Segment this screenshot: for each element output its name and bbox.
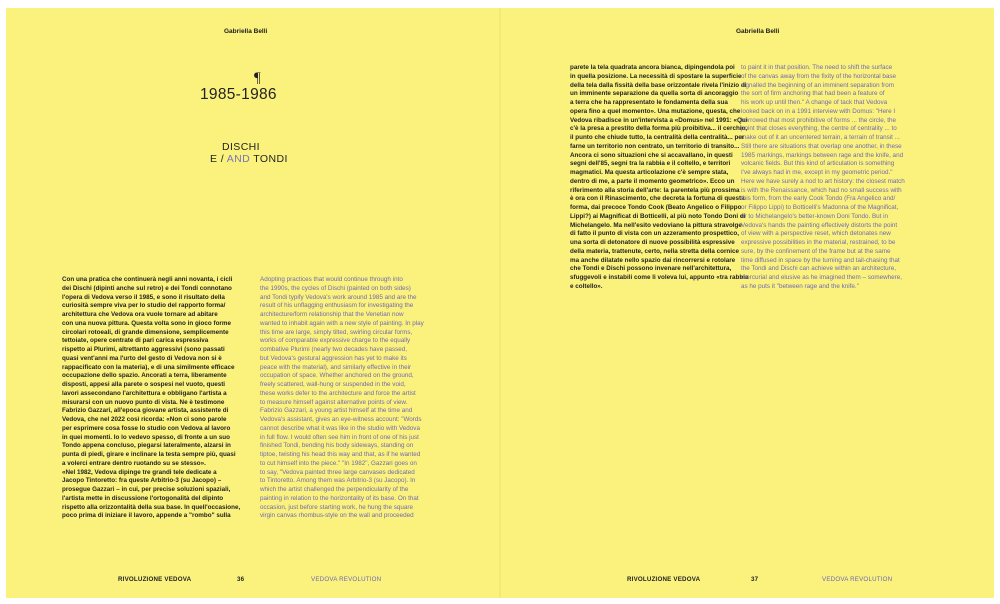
- book-spread: [6, 8, 994, 598]
- page-number: 36: [237, 576, 245, 583]
- title-and-english: AND: [226, 153, 251, 165]
- section-mark: ¶: [254, 70, 261, 86]
- page-number: 37: [751, 576, 759, 583]
- footer-title-english: VEDOVA REVOLUTION: [311, 576, 382, 583]
- running-head-author: Gabriella Belli: [736, 28, 780, 35]
- title-tondi: TONDI: [250, 153, 288, 165]
- footer-title-english: VEDOVA REVOLUTION: [822, 576, 893, 583]
- footer-title-italian: RIVOLUZIONE VEDOVA: [118, 576, 192, 583]
- body-text-italian: parete la tela quadrata ancora bianca, dipingendola poi in quella posizione. La necessità di spostare la superficie della tela dalla fissità della base orizzontale rivela l'inizio di un imminente separazione da quella sorta di ancoraggio a terra che ha rappresentato le fondamenta della sua opera fino a quel momento». Una mutazione, questa, che Vedova ribadisce in un'intervista a «Domus» nel 1991: «Qui c'è la presa a prestito della forma più proibitiva... il cerchio, il punto che chiude tutto, la centralità della centralità... per farne un territorio non centrato, un territorio di transito... Ancora ci sono situazioni che si accavallano, in questi segni dell'85, segni tra la rabbia e il coltello, e territori magmatici. Ma questa articolazione c'è sempre stata, dentro di me, a parte il momento geometrico». Ecco un riferimento alla storia dell'arte: la parentela più prossima è ora con il Rinascimento, che decreta la fortuna di questa forma, dai precoce Tondo Cook (Beato Angelico o Filippo Lippi?) ai Magnificat di Botticelli, al più noto Tondo Doni di Michelangelo. Ma nell'esito vedoviano la pittura stravolge di fatto il punto di vista con un azzeramento prospettico, una sorta di detonatore di nuove possibilità espressive della materia, trattenute, certo, nella stretta della cornice ma anche dilatate nello spazio dai rincorrersi e rotolare che Tondi e Dischi possono invenare nell'architettura, sfuggevoli e instabili come li voleva lui, appunto «tra rabbia e coltello».: [570, 64, 749, 290]
- running-head-author: Gabriella Belli: [224, 28, 268, 35]
- chapter-title-dischi: DISCHI: [222, 141, 260, 153]
- right-page: [500, 8, 994, 598]
- footer-title-italian: RIVOLUZIONE VEDOVA: [627, 576, 701, 583]
- body-text-italian: Con una pratica che continuerà negli anni novanta, i cicli dei Dischi (dipinti anche sul retro) e dei Tondi connotano l'opera di Vedova verso il 1985, e sono il risultato della curiosità sempre viva per lo studio del rapporto forma/ architettura che Vedova ora vuole tornare ad abitare con una nuova pittura. Questa volta sono in gioco forme circolari rotoeali, di grande dimensione, semplicemente tettoiate, opere centrate di pari carica espressiva rispetto ai Plurimi, altrettanto aggressivi (sono passati quasi vent'anni ma l'urto del gesto di Vedova non si è rappacificato con la materia), e di una similmente efficace occupazione dello spazio. Ancorati a terra, liberamente disposti, appesi alla parete o sospesi nel vuoto, questi lavori assecondano l'architettura e obbligano l'artista a misurarsi con un nuovo punto di vista. Ne è testimone Fabrizio Gazzari, all'epoca giovane artista, assistente di Vedova, che nel 2022 così ricorda: «Non ci sono parole per esprimere cosa fosse lo studio con Vedova al lavoro in quei momenti. Io lo vedevo spesso, di fronte a un suo Tondo appena concluso, piegarsi lateralmente, alzarsi in punta di piedi, girare e inclinare la testa sempre più, quasi a volerci entrare dentro ruotando su se stesso». «Nel 1982, Vedova dipinge tre grandi tele dedicate a Jacopo Tintoretto: fra queste Arbitrio-3 (su Jacopo) – prosegue Gazzari – in cui, per precise soluzioni spaziali, l'artista mette in discussione l'ortogonalità del dipinto rispetto alla orizzontalità della sua base. In quell'occasione, poco prima di iniziare il lavoro, appende a "rombo" sulla: [62, 276, 241, 520]
- chapter-years: 1985-1986: [200, 86, 277, 103]
- title-separator: E /: [210, 153, 227, 165]
- body-text-english: to paint it in that position. The need to shift the surface of the canvas away from the fixity of the horizontal base signalled the beginning of an imminent separation from the sort of firm anchoring that had been a feature of his work up until then." A change of tack that Vedova looked back on in a 1991 interview with Domus: "Here I borrowed that most prohibitive of forms ... the circle, the point that closes everything, the centre of centrality ... to make out of it an uncentered terrain, a terrain of transit ... Still there are situations that overlap one another, in these 1985 markings, markings between rage and the knife, and volcanic fields. But this kind of articulation is something I've always had in me, except in my geometric period." Here we have surely a nod to art history: the closest match is with the Renaissance, which had no small success with this form, from the early Cook Tondo (Fra Angelico and/ or Filippo Lippi) to Botticelli's Madonna of the Magnificat, or to Michelangelo's better-known Doni Tondo. But in Vedova's hands the painting effectively distorts the point of view with a perspective reset, which detonates new expressive possibilities in the material, restrained, to be sure, by the confinement of the frame but at the same time diffused in space by the turning and tail-chasing that the Tondi and Dischi can achieve within an architecture, mercurial and elusive as he imagined them – somewhere, as he puts it "between rage and the knife.": [741, 64, 905, 290]
- chapter-title-tondi: [210, 153, 288, 165]
- body-text-english: Adopting practices that would continue through into the 1990s, the cycles of Dischi (painted on both sides) and Tondi typify Vedova's work around 1985 and are the result of his unflagging enthusiasm for investigating the architecture/form relationship that the Venetian now wanted to inhabit again with a new style of painting. In play this time are large, simply tilted, swirling circular forms, works of comparable expressive charge to the equally combative Plurimi (nearly two decades have passed, but Vedova's gestural aggression has yet to make its peace with the material), and similarly effective in their occupation of space. Whether anchored on the ground, freely scattered, wall-hung or suspended in the void, these works defer to the architecture and force the artist to measure himself against alternative points of view. Fabrizio Gazzari, a young artist himself at the time and Vedova's assistant, gives an eye-witness account: "Words cannot describe what it was like in the studio with Vedova in full flow. I would often see him in front of one of his just finished Tondi, bending his body sideways, standing on tiptoe, twisting his head this way and that, as if he wanted to cut himself into the piece." "In 1982", Gazzari goes on to say, "Vedova painted three large canvases dedicated to Tintoretto. Among them was Arbitrio-3 (su Jacopo). In which the artist challenged the perpendicularity of the painting in relation to the horizontality of its base. On that occasion, just before starting work, he hung the square virgin canvas rhombus-style on the wall and proceeded: [260, 276, 424, 520]
- left-page: [6, 8, 500, 598]
